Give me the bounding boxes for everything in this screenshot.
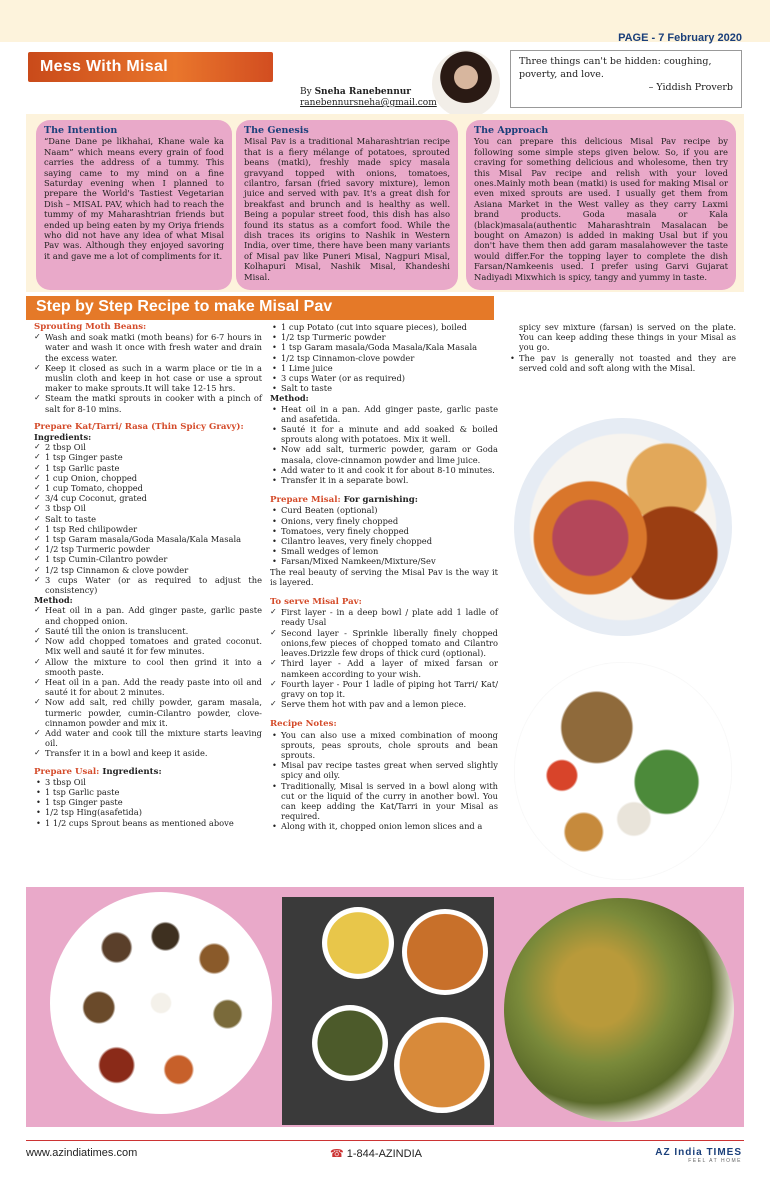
misal-plate-photo bbox=[514, 418, 732, 636]
phone-number[interactable] bbox=[330, 1147, 422, 1160]
ingredients-label: Ingredients: bbox=[34, 432, 92, 443]
list-item: ✓ Third layer - Add a layer of mixed farsan or namkeen according to your wish. bbox=[270, 658, 498, 678]
sev-bowl bbox=[394, 1017, 490, 1113]
genesis-title: The Genesis bbox=[244, 125, 309, 136]
footer-rule bbox=[26, 1140, 744, 1141]
layering-note: The real beauty of serving the Misal Pav is the way it is layered. bbox=[270, 566, 498, 587]
list-item: • You can also use a mixed combination of moong sprouts, peas sprouts, chole sprouts and bean sprouts. bbox=[270, 730, 498, 761]
list-item: ✓ 3 cups Water (or as required to adjust the consistency) bbox=[34, 575, 262, 595]
method-label: Method: bbox=[270, 393, 309, 404]
approach-body: You can prepare this delicious Misal Pav recipe by following some simple steps given below. So, if you are craving for something delicious and wholesome, then try this Misal Pav recipe and relish with your loved ones.Mainly moth bean (matki) is used for making Misal or even mixed sprouts are used. I usually get them from Asiana Market in the West valley as they carry Laxmi brand products. Goda masala or Kala (black)masala(authentic Maharashtrain Masalacan be bought on Amazon) is added in making Usal but if you don't have them then add garam masalahowever the taste would differ.For the topping layer to complete the dish Farsan/Namkeenis used. I prefer using Garvi Gujarat Nadiyadi Mixwhich is spicy, tangy and yummy in taste. bbox=[474, 136, 728, 282]
list-item: ✓ 1 cup Tomato, chopped bbox=[34, 483, 262, 493]
list-item: ✓ 1/2 tsp Turmeric powder bbox=[34, 544, 262, 554]
usal-ingredients-label: Ingredients: bbox=[102, 766, 162, 777]
list-item: • 1 tsp Garlic paste bbox=[34, 787, 262, 797]
section-title: Mess With Misal bbox=[40, 58, 168, 75]
list-item: ✓ First layer - in a deep bowl / plate add 1 ladle of ready Usal bbox=[270, 607, 498, 627]
list-item: ✓ 1 tsp Cumin-Cilantro powder bbox=[34, 554, 262, 564]
approach-title: The Approach bbox=[474, 125, 549, 136]
kat-heading: Prepare Kat/Tarri/ Rasa (Thin Spicy Gravy): bbox=[34, 421, 244, 432]
list-item: • Cilantro leaves, very finely chopped bbox=[270, 536, 498, 546]
list-item: ✓ 3 tbsp Oil bbox=[34, 503, 262, 513]
sprout-steps bbox=[34, 332, 262, 414]
sprouts-bowl bbox=[312, 1005, 388, 1081]
notes-cont-list bbox=[508, 353, 736, 373]
logo-tagline: FEEL AT HOME bbox=[688, 1158, 742, 1164]
intention-box bbox=[36, 120, 232, 290]
list-item: ✓ Heat oil in a pan. Add ginger paste, garlic paste and chopped onion. bbox=[34, 605, 262, 625]
list-item: ✓ 3/4 cup Coconut, grated bbox=[34, 493, 262, 503]
notes-continued: spicy sev mixture (farsan) is served on the plate. You can keep adding these things in your Misal as you go. bbox=[519, 322, 736, 353]
list-item: • Along with it, chopped onion lemon slices and a bbox=[270, 821, 498, 831]
author-email-link[interactable]: ranebennursneha@gmail.com bbox=[300, 98, 437, 108]
list-item: ✓ Sauté till the onion is translucent. bbox=[34, 626, 262, 636]
list-item: ✓ Wash and soak matki (moth beans) for 6-7 hours in water and wash it once with fresh water and drain the excess water. bbox=[34, 332, 262, 363]
list-item: ✓ Keep it closed as such in a warm place or tie in a muslin cloth and keep in hot case or use a sprout maker to make sprouts.It will take 12-15 hrs. bbox=[34, 363, 262, 394]
usal-bowl bbox=[322, 907, 394, 979]
list-item: • Traditionally, Misal is served in a bowl along with cut or the liquid of the curry in another bowl. You can keep adding the Kat/Tarri in your Misal as required. bbox=[270, 781, 498, 822]
list-item: ✓ 1 tsp Garam masala/Goda Masala/Kala Masala bbox=[34, 534, 262, 544]
intention-body: “Dane Dane pe likhahai, Khane wale ka Naam” which means every grain of food carries the address of a tummy. This saying came to my mind on a fine Saturday evening when I planned to prepare the World's Tastiest Vegetarian Dish – MISAL PAV, which had to reach the tummy of my Maharashtrian friends but ended up being eaten by my Oriya friends who did not have any idea of what Misal Pav was. Although they enjoyed savoring it and gave me a lot of compliments for it. bbox=[44, 136, 224, 261]
page-label: PAGE - 7 February 2020 bbox=[618, 32, 742, 44]
list-item: ✓ Allow the mixture to cool then grind it into a smooth paste. bbox=[34, 657, 262, 677]
garnish-list bbox=[270, 505, 498, 566]
list-item: ✓ Serve them hot with pav and a lemon piece. bbox=[270, 699, 498, 709]
recipe-notes bbox=[270, 730, 498, 832]
list-item: • 3 cups Water (or as required) bbox=[270, 373, 498, 383]
list-item: ✓ 1/2 tsp Cinnamon & clove powder bbox=[34, 565, 262, 575]
usal-ingredients-cont bbox=[270, 322, 498, 393]
intention-title: The Intention bbox=[44, 125, 118, 136]
quote-text: Three things can't be hidden: coughing, poverty, and love. bbox=[519, 56, 712, 80]
list-item: ✓ Now add chopped tomatoes and grated coconut. Mix well and sauté it for few minutes. bbox=[34, 636, 262, 656]
list-item: ✓ 1 tsp Red chilipowder bbox=[34, 524, 262, 534]
list-item: • 3 tbsp Oil bbox=[34, 777, 262, 787]
usal-ingredients bbox=[34, 777, 262, 828]
garnish-label: For garnishing: bbox=[343, 495, 418, 506]
genesis-body: Misal Pav is a traditional Maharashtrian recipe that is a fiery mélange of potatoes, sprouted beans (matki), freshly made spicy masala gravyand topped with onions, tomatoes, cilantro, farsan (fried savory mixture), lemon juice and served with pav. It's a great dish for breakfast and brunch and is healthy as well. Being a popular street food, this dish has also found its status as a comfort food. While the dish traces its origins to Nashik in Western India, over time, there have been many variants of Misal pav like Puneri Misal, Nagpuri Misal, Kolhapuri Misal, Nashik Misal, Khandeshi Misal. bbox=[244, 136, 450, 282]
quote-box bbox=[510, 50, 742, 108]
list-item: ✓ 1 tsp Garlic paste bbox=[34, 463, 262, 473]
list-item: • Heat oil in a pan. Add ginger paste, garlic paste and asafetida. bbox=[270, 404, 498, 424]
list-item: • Curd Beaten (optional) bbox=[270, 505, 498, 515]
usal-heading bbox=[34, 767, 262, 777]
list-item: • Transfer it in a separate bowl. bbox=[270, 475, 498, 485]
publication-logo bbox=[655, 1147, 742, 1164]
serve-heading: To serve Misal Pav: bbox=[270, 597, 362, 608]
list-item: ✓ Salt to taste bbox=[34, 514, 262, 524]
sprout-heading: Sprouting Moth Beans: bbox=[34, 322, 147, 332]
list-item: • 1/2 tsp Hing(asafetida) bbox=[34, 807, 262, 817]
usal-heading-text: Prepare Usal: bbox=[34, 766, 100, 777]
ingredients-plate-photo bbox=[514, 662, 732, 880]
genesis-box bbox=[236, 120, 458, 290]
list-item: • The pav is generally not toasted and they are served cold and soft along with the Misal. bbox=[508, 353, 736, 373]
list-item: ✓ 1 cup Onion, chopped bbox=[34, 473, 262, 483]
list-item: • 1 tsp Ginger paste bbox=[34, 797, 262, 807]
quote-attribution: – Yiddish Proverb bbox=[648, 82, 733, 93]
list-item: • Sauté it for a minute and add soaked & boiled sprouts along with potatoes. Mix it well. bbox=[270, 424, 498, 444]
notes-heading: Recipe Notes: bbox=[270, 719, 337, 730]
recipe-title: Step by Step Recipe to make Misal Pav bbox=[36, 298, 333, 315]
usal-method bbox=[270, 404, 498, 486]
sprouts-plate-photo bbox=[504, 898, 734, 1122]
list-item: ✓ Add water and cook till the mixture starts leaving oil. bbox=[34, 728, 262, 748]
list-item: ✓ Fourth layer - Pour 1 ladle of piping hot Tarri/ Kat/ gravy on top it. bbox=[270, 679, 498, 699]
list-item: ✓ Heat oil in a pan. Add the ready paste into oil and sauté it for about 2 minutes. bbox=[34, 677, 262, 697]
list-item: ✓ 1 tsp Ginger paste bbox=[34, 452, 262, 462]
list-item: ✓ Steam the matki sprouts in cooker with a pinch of salt for 8-10 mins. bbox=[34, 393, 262, 413]
misal-heading bbox=[270, 495, 498, 505]
misal-heading-text: Prepare Misal: bbox=[270, 495, 341, 506]
method-label: Method: bbox=[34, 595, 73, 606]
approach-box bbox=[466, 120, 736, 290]
list-item: • 1 Lime juice bbox=[270, 363, 498, 373]
list-item: • 1/2 tsp Turmeric powder bbox=[270, 332, 498, 342]
kat-method bbox=[34, 605, 262, 758]
list-item: ✓ Now add salt, red chilly powder, garam masala, turmeric powder, cumin-Cilantro powder, clove-cinnamon powder and mix it. bbox=[34, 697, 262, 728]
list-item: ✓ 2 tbsp Oil bbox=[34, 442, 262, 452]
phone-text: 1-844-AZINDIA bbox=[346, 1148, 422, 1160]
author-photo bbox=[432, 50, 500, 118]
bowls-photo bbox=[282, 897, 494, 1125]
list-item: ✓ Transfer it in a bowl and keep it aside. bbox=[34, 748, 262, 758]
list-item: ✓ Second layer - Sprinkle liberally finely chopped onions,few pieces of chopped tomato and Cilantro leaves.Drizzle few drops of thick curd (optional). bbox=[270, 628, 498, 659]
list-item: • 1 tsp Garam masala/Goda Masala/Kala Masala bbox=[270, 342, 498, 352]
byline-author: Sneha Ranebennur bbox=[314, 87, 412, 97]
byline-prefix: By bbox=[300, 87, 315, 97]
byline bbox=[300, 87, 437, 109]
list-item: • Onions, very finely chopped bbox=[270, 516, 498, 526]
spices-plate-photo bbox=[50, 892, 272, 1114]
phone-icon: ☎ bbox=[330, 1148, 344, 1160]
recipe-column-3 bbox=[508, 322, 736, 373]
kat-ingredients bbox=[34, 442, 262, 595]
list-item: • Small wedges of lemon bbox=[270, 546, 498, 556]
list-item: • Misal pav recipe tastes great when served slightly spicy and oily. bbox=[270, 760, 498, 780]
list-item: • Farsan/Mixed Namkeen/Mixture/Sev bbox=[270, 556, 498, 566]
serve-steps bbox=[270, 607, 498, 709]
list-item: • 1 1/2 cups Sprout beans as mentioned above bbox=[34, 818, 262, 828]
list-item: • Tomatoes, very finely chopped bbox=[270, 526, 498, 536]
list-item: • 1 cup Potato (cut into square pieces), boiled bbox=[270, 322, 498, 332]
website-link[interactable]: www.azindiatimes.com bbox=[26, 1147, 138, 1159]
logo-text: AZ India TIMES bbox=[655, 1147, 742, 1158]
list-item: • Now add salt, turmeric powder, garam or Goda masala, clove-cinnamon powder and lime juice. bbox=[270, 444, 498, 464]
list-item: • Add water to it and cook it for about 8-10 minutes. bbox=[270, 465, 498, 475]
list-item: • Salt to taste bbox=[270, 383, 498, 393]
recipe-column-1 bbox=[34, 322, 262, 828]
farsan-bowl bbox=[402, 909, 488, 995]
list-item: • 1/2 tsp Cinnamon-clove powder bbox=[270, 353, 498, 363]
recipe-column-2 bbox=[270, 322, 498, 832]
